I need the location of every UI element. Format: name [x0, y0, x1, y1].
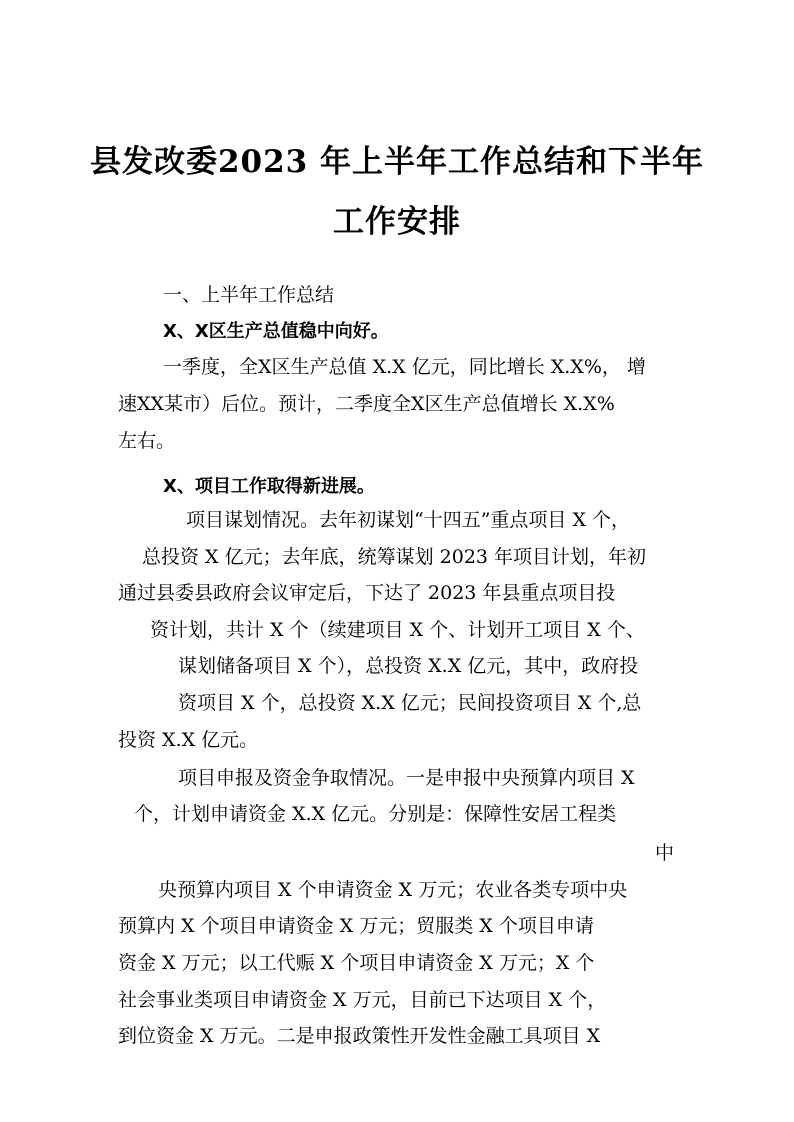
paragraph-line: 央预算内项目 X 个申请资金 X 万元；农业各类专项中央: [158, 879, 628, 901]
paragraph-line: 中: [654, 842, 674, 864]
paragraph-line: 社会事业类项目申请资金 X 万元，目前已下达项目 X 个，: [118, 989, 607, 1011]
paragraph-line: 资金 X 万元；以工代赈 X 个项目申请资金 X 万元；X 个: [118, 952, 595, 974]
paragraph-line: 到位资金 X 万元。二是申报政策性开发性金融工具项目 X: [118, 1025, 601, 1047]
paragraph-line: 资计划，共计 X 个（续建项目 X 个、计划开工项目 X 个、: [150, 619, 645, 641]
paragraph-line: 通过县委县政府会议审定后，下达了 2023 年县重点项目投: [118, 582, 616, 604]
subsection-heading: X、X区生产总值稳中向好。: [163, 321, 389, 342]
paragraph-line: 资项目 X 个，总投资 X.X 亿元；民间投资项目 X 个,总: [178, 692, 642, 714]
paragraph-line: 预算内 X 个项目申请资金 X 万元；贸服类 X 个项目申请: [118, 915, 594, 937]
paragraph-line: 总投资 X 亿元；去年底，统筹谋划 2023 年项目计划，年初: [142, 546, 647, 568]
subsection-heading: X、项目工作取得新进展。: [163, 476, 375, 497]
section-heading: 一、上半年工作总结: [163, 284, 335, 306]
paragraph-line: 一季度，全X区生产总值 X.X 亿元，同比增长 X.X%， 增: [163, 356, 646, 378]
paragraph-line: 项目申报及资金争取情况。一是申报中央预算内项目 X: [178, 767, 635, 789]
document-title-line-1: 县发改委2023 年上半年工作总结和下半年: [89, 144, 705, 180]
paragraph-line: 个，计划申请资金 X.X 亿元。分别是：保障性安居工程类: [134, 803, 617, 825]
paragraph-line: 投资 X.X 亿元。: [118, 729, 259, 751]
paragraph-line: 谋划储备项目 X 个），总投资 X.X 亿元，其中，政府投: [178, 655, 639, 677]
document-title-line-2: 工作安排: [333, 204, 461, 240]
paragraph-line: 项目谋划情况。去年初谋划“十四五”重点项目 X 个，: [186, 509, 631, 531]
paragraph-line: 左右。: [118, 430, 176, 452]
paragraph-line: 速XX某市）后位。预计，二季度全X区生产总值增长 X.X%: [118, 393, 615, 415]
